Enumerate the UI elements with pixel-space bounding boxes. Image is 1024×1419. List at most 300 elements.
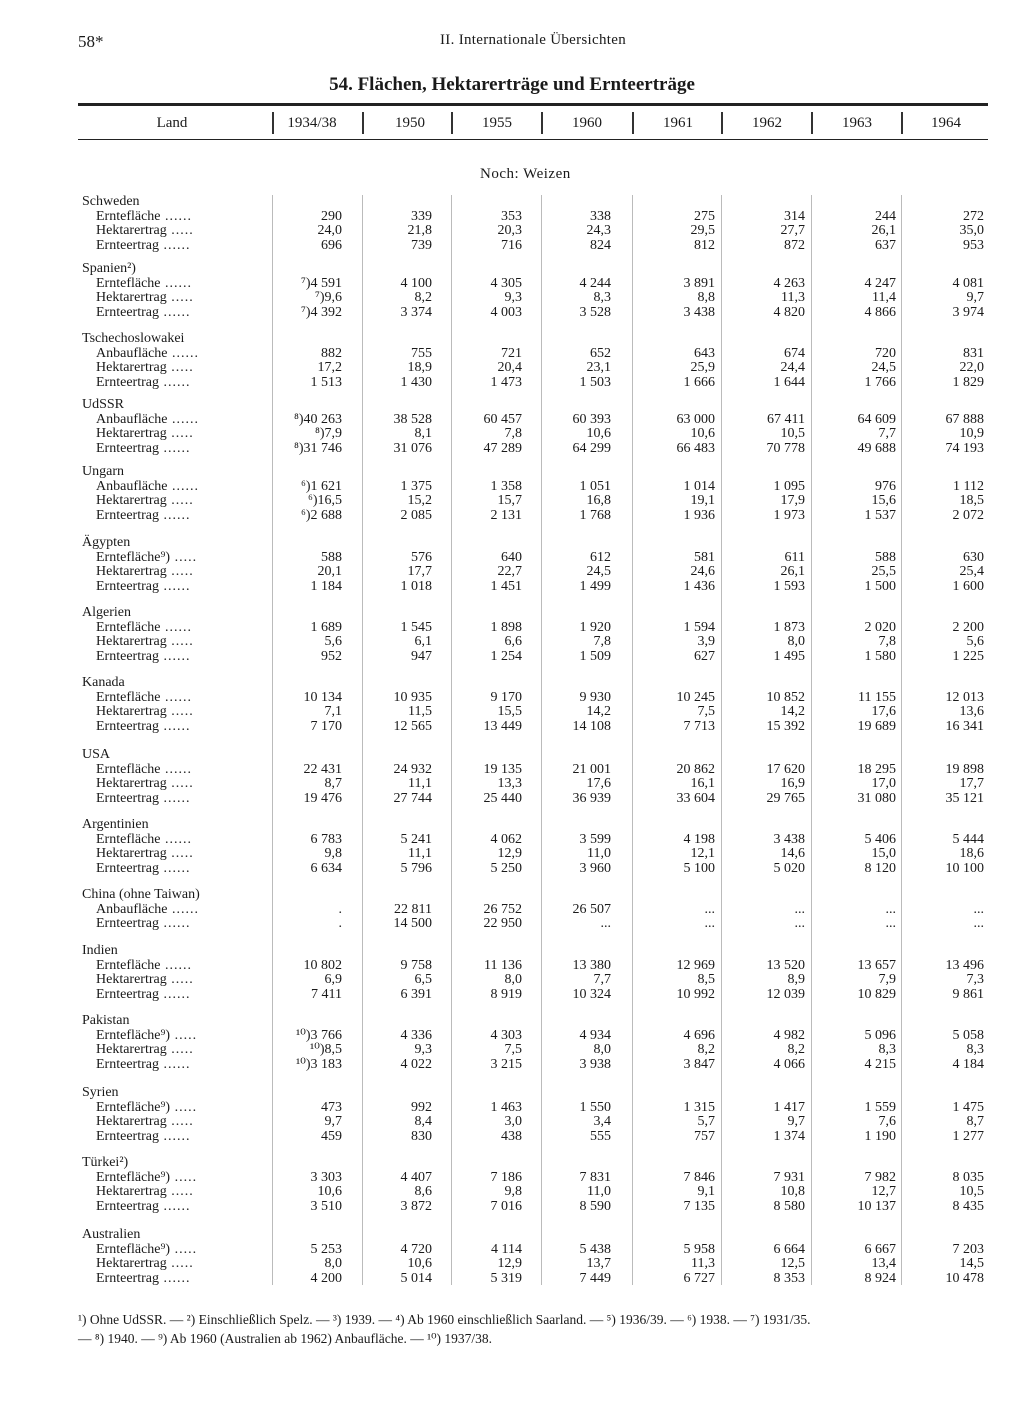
table-cell: 7 831 xyxy=(579,1169,611,1185)
leader-dots: ...... xyxy=(158,237,191,253)
table-cell: 1 190 xyxy=(864,1128,896,1144)
table-cell: 24,0 xyxy=(317,223,342,239)
table-cell: ... xyxy=(794,916,805,932)
row-label xyxy=(96,1130,190,1144)
table-cell: 10,5 xyxy=(780,426,805,442)
row-label-text: Hektarertrag xyxy=(96,1042,167,1058)
row-label xyxy=(96,1101,197,1115)
table-cell: 14 108 xyxy=(572,718,611,734)
row-label xyxy=(96,210,192,224)
row-label-text: Ernteertrag xyxy=(96,304,159,320)
body-column-separator xyxy=(901,195,902,1285)
row-label-text: Ernteertrag xyxy=(96,790,159,806)
table-cell: 812 xyxy=(694,237,715,253)
leader-dots: ..... xyxy=(170,1169,198,1185)
row-label xyxy=(96,509,190,523)
table-cell: 275 xyxy=(694,208,715,224)
table-cell: 7 713 xyxy=(683,718,715,734)
row-label-text: Erntefläche xyxy=(96,619,161,635)
table-cell: 24,5 xyxy=(871,360,896,376)
table-cell: 1 768 xyxy=(579,507,611,523)
table-cell: 4 198 xyxy=(683,831,715,847)
table-cell: 8,8 xyxy=(697,290,715,306)
table-cell: 4 263 xyxy=(773,275,805,291)
table-cell: 4 100 xyxy=(400,275,432,291)
table-cell: 11,0 xyxy=(587,1184,611,1200)
row-label-text: Ernteertrag xyxy=(96,916,159,932)
header-column-separator xyxy=(901,112,903,134)
table-cell: 4 022 xyxy=(400,1056,432,1072)
table-cell: 14,6 xyxy=(780,846,805,862)
table-cell: 627 xyxy=(694,648,715,664)
table-cell: 17,7 xyxy=(959,776,984,792)
row-label xyxy=(96,720,190,734)
row-label-text: Anbaufläche xyxy=(96,901,168,917)
row-label-text: Ernteertrag xyxy=(96,1056,159,1072)
table-cell: 830 xyxy=(411,1128,432,1144)
table-cell: 25,5 xyxy=(871,564,896,580)
leader-dots: ...... xyxy=(158,507,191,523)
row-label xyxy=(96,847,194,861)
table-cell: 338 xyxy=(590,208,611,224)
table-cell: 1 600 xyxy=(952,578,984,594)
table-cell: 1 277 xyxy=(952,1128,984,1144)
body-column-separator xyxy=(721,195,722,1285)
column-header-year: 1950 xyxy=(395,115,425,131)
table-cell: ... xyxy=(704,916,715,932)
table-cell: 637 xyxy=(875,237,896,253)
row-label-text: Ernteertrag xyxy=(96,507,159,523)
country-name: Argentinien xyxy=(82,817,149,832)
leader-dots: ...... xyxy=(158,1056,191,1072)
table-cell: 17,6 xyxy=(586,776,611,792)
leader-dots: ...... xyxy=(167,345,200,361)
table-cell: 3 960 xyxy=(579,860,611,876)
table-cell: 1 095 xyxy=(773,478,805,494)
table-cell: 14,2 xyxy=(586,704,611,720)
country-name: China (ohne Taiwan) xyxy=(82,887,200,902)
table-cell: 7,8 xyxy=(593,634,611,650)
leader-dots: ..... xyxy=(166,1256,194,1272)
row-label xyxy=(96,413,199,427)
table-cell: 15,7 xyxy=(497,493,522,509)
table-cell: ⁷)4 392 xyxy=(300,304,342,320)
table-cell: 831 xyxy=(963,345,984,361)
table-cell: 18,9 xyxy=(407,360,432,376)
table-cell: 3 847 xyxy=(683,1056,715,1072)
table-cell: ⁷)4 591 xyxy=(300,275,342,291)
table-cell: 9,7 xyxy=(324,1114,342,1130)
header-column-separator xyxy=(272,112,274,134)
table-cell: 5 438 xyxy=(579,1241,611,1257)
table-cell: 22 431 xyxy=(303,761,342,777)
row-label xyxy=(96,494,194,508)
table-cell: 4 303 xyxy=(490,1027,522,1043)
table-cell: 8,0 xyxy=(593,1042,611,1058)
table-cell: 7 170 xyxy=(310,718,342,734)
table-cell: 23,1 xyxy=(586,360,611,376)
row-label xyxy=(96,705,194,719)
table-cell: 8,7 xyxy=(966,1114,984,1130)
table-cell: 1 051 xyxy=(579,478,611,494)
table-cell: 1 430 xyxy=(400,374,432,390)
table-cell: 1 499 xyxy=(579,578,611,594)
row-label-text: Erntefläche⁹) xyxy=(96,1169,171,1185)
table-cell: 244 xyxy=(875,208,896,224)
table-cell: 7,6 xyxy=(878,1114,896,1130)
table-cell: 15,6 xyxy=(871,493,896,509)
leader-dots: ...... xyxy=(158,648,191,664)
table-cell: 630 xyxy=(963,549,984,565)
row-label-text: Ernteertrag xyxy=(96,1128,159,1144)
row-label-text: Erntefläche⁹) xyxy=(96,549,171,565)
table-cell: 5 406 xyxy=(864,831,896,847)
row-label-text: Anbaufläche xyxy=(96,345,168,361)
table-cell: 16 341 xyxy=(945,718,984,734)
table-cell: 824 xyxy=(590,237,611,253)
row-label-text: Hektarertrag xyxy=(96,846,167,862)
table-cell: 10,6 xyxy=(690,426,715,442)
table-cell: 27 744 xyxy=(393,790,432,806)
table-cell: 1 666 xyxy=(683,374,715,390)
table-cell: 8 924 xyxy=(864,1270,896,1286)
table-cell: 17,9 xyxy=(780,493,805,509)
table-cell: 5,6 xyxy=(324,634,342,650)
table-cell: 473 xyxy=(321,1099,342,1115)
row-label xyxy=(96,862,190,876)
country-name: Pakistan xyxy=(82,1013,130,1028)
row-label-text: Ernteertrag xyxy=(96,860,159,876)
table-cell: 11,4 xyxy=(872,290,896,306)
leader-dots: ...... xyxy=(167,411,200,427)
table-cell: 13 657 xyxy=(857,957,896,973)
leader-dots: ...... xyxy=(158,718,191,734)
table-cell: 5,7 xyxy=(697,1114,715,1130)
table-cell: 7,5 xyxy=(697,704,715,720)
table-cell: 10,8 xyxy=(780,1184,805,1200)
row-label xyxy=(96,792,190,806)
table-cell: 17,2 xyxy=(317,360,342,376)
table-cell: 4 114 xyxy=(491,1241,522,1257)
table-cell: 10 829 xyxy=(857,986,896,1002)
table-cell: 1 315 xyxy=(683,1099,715,1115)
table-cell: 3 974 xyxy=(952,304,984,320)
table-cell: 9,1 xyxy=(697,1184,715,1200)
table-cell: 66 483 xyxy=(676,440,715,456)
row-label xyxy=(96,551,197,565)
table-cell: 12,9 xyxy=(497,1256,522,1272)
table-cell: 5 014 xyxy=(400,1270,432,1286)
table-cell: 9 170 xyxy=(490,689,522,705)
leader-dots: ...... xyxy=(158,374,191,390)
leader-dots: ...... xyxy=(158,860,191,876)
column-header-year: 1962 xyxy=(752,115,782,131)
table-cell: 7,5 xyxy=(504,1042,522,1058)
table-cell: 4 244 xyxy=(579,275,611,291)
table-cell: 1 973 xyxy=(773,507,805,523)
table-cell: 3,4 xyxy=(593,1114,611,1130)
row-label xyxy=(96,1257,194,1271)
table-cell: 2 085 xyxy=(400,507,432,523)
table-cell: 7 411 xyxy=(311,986,342,1002)
leader-dots: ...... xyxy=(158,986,191,1002)
table-cell: 272 xyxy=(963,208,984,224)
table-cell: 11 136 xyxy=(484,957,522,973)
table-cell: 36 939 xyxy=(572,790,611,806)
table-cell: 74 193 xyxy=(945,440,984,456)
table-cell: 4 215 xyxy=(864,1056,896,1072)
table-cell: 4 934 xyxy=(579,1027,611,1043)
row-label-text: Erntefläche xyxy=(96,689,161,705)
table-cell: 9 758 xyxy=(400,957,432,973)
table-cell: 992 xyxy=(411,1099,432,1115)
table-cell: 8,9 xyxy=(787,972,805,988)
leader-dots: ..... xyxy=(166,1114,194,1130)
table-cell: 21 001 xyxy=(572,761,611,777)
row-label xyxy=(96,224,194,238)
table-cell: 1 873 xyxy=(773,619,805,635)
table-cell: 4 866 xyxy=(864,304,896,320)
table-cell: 22 950 xyxy=(483,916,522,932)
table-cell: 21,8 xyxy=(407,223,432,239)
row-label-text: Erntefläche⁹) xyxy=(96,1241,171,1257)
table-cell: ⁶)1 621 xyxy=(300,478,342,494)
leader-dots: ..... xyxy=(166,290,194,306)
table-cell: 20,1 xyxy=(317,564,342,580)
leader-dots: ...... xyxy=(167,901,200,917)
table-cell: ⁸)31 746 xyxy=(293,440,342,456)
table-cell: 13 496 xyxy=(945,957,984,973)
table-cell: 1 936 xyxy=(683,507,715,523)
table-cell: 29 765 xyxy=(766,790,805,806)
table-cell: 6,6 xyxy=(504,634,522,650)
table-cell: 7,7 xyxy=(878,426,896,442)
table-cell: 1 898 xyxy=(490,619,522,635)
table-cell: 9 861 xyxy=(952,986,984,1002)
table-cell: 7 186 xyxy=(490,1169,522,1185)
table-cell: 739 xyxy=(411,237,432,253)
table-cell: 63 000 xyxy=(676,411,715,427)
table-cell: 8 120 xyxy=(864,860,896,876)
row-label xyxy=(96,1058,190,1072)
table-cell: ¹⁰)3 766 xyxy=(296,1027,342,1043)
table-cell: 1 014 xyxy=(683,478,715,494)
table-cell: 15,2 xyxy=(407,493,432,509)
table-cell: 14,5 xyxy=(959,1256,984,1272)
row-label xyxy=(96,376,190,390)
table-cell: 4 696 xyxy=(683,1027,715,1043)
table-cell: 64 609 xyxy=(857,411,896,427)
table-cell: 15,5 xyxy=(497,704,522,720)
table-cell: 953 xyxy=(963,237,984,253)
table-cell: 2 020 xyxy=(864,619,896,635)
table-cell: 6 634 xyxy=(310,860,342,876)
table-cell: 1 018 xyxy=(400,578,432,594)
table-cell: 4 066 xyxy=(773,1056,805,1072)
table-cell: 7,8 xyxy=(878,634,896,650)
table-cell: 9,8 xyxy=(504,1184,522,1200)
table-cell: 19 898 xyxy=(945,761,984,777)
row-label-text: Ernteertrag xyxy=(96,1270,159,1286)
table-cell: 1 766 xyxy=(864,374,896,390)
table-cell: 716 xyxy=(501,237,522,253)
leader-dots: ..... xyxy=(170,1099,198,1115)
table-cell: 1 545 xyxy=(400,619,432,635)
table-cell: 26 752 xyxy=(483,901,522,917)
table-cell: 1 829 xyxy=(952,374,984,390)
table-cell: 5 796 xyxy=(400,860,432,876)
table-cell: 25,4 xyxy=(959,564,984,580)
table-cell: 14,2 xyxy=(780,704,805,720)
row-label xyxy=(96,777,194,791)
table-cell: 8,0 xyxy=(504,972,522,988)
table-cell: 13,3 xyxy=(497,776,522,792)
row-label-text: Ernteertrag xyxy=(96,578,159,594)
table-cell: 8,2 xyxy=(787,1042,805,1058)
table-cell: 12 565 xyxy=(393,718,432,734)
table-cell: 5 250 xyxy=(490,860,522,876)
table-cell: ... xyxy=(973,916,984,932)
table-cell: 12,9 xyxy=(497,846,522,862)
table-cell: 2 072 xyxy=(952,507,984,523)
table-cell: 652 xyxy=(590,345,611,361)
row-label-text: Erntefläche xyxy=(96,761,161,777)
table-cell: 1 580 xyxy=(864,648,896,664)
table-cell: 11,1 xyxy=(408,776,432,792)
row-label-text: Hektarertrag xyxy=(96,704,167,720)
table-cell: 1 451 xyxy=(490,578,522,594)
leader-dots: ..... xyxy=(166,564,194,580)
row-label xyxy=(96,1043,194,1057)
table-cell: 1 112 xyxy=(953,478,984,494)
row-label-text: Ernteertrag xyxy=(96,718,159,734)
row-label xyxy=(96,1185,194,1199)
header-column-separator xyxy=(451,112,453,134)
leader-dots: ..... xyxy=(166,426,194,442)
footnotes xyxy=(78,1310,1008,1348)
table-cell: 11,3 xyxy=(781,290,805,306)
column-header-year: 1934/38 xyxy=(287,115,337,131)
table-cell: 22 811 xyxy=(394,901,432,917)
table-cell: 26 507 xyxy=(572,901,611,917)
country-name: Türkei²) xyxy=(82,1155,129,1170)
row-label-text: Hektarertrag xyxy=(96,1184,167,1200)
table-cell: 7 931 xyxy=(773,1169,805,1185)
leader-dots: ..... xyxy=(166,1184,194,1200)
row-label xyxy=(96,635,194,649)
table-cell: 353 xyxy=(501,208,522,224)
row-label xyxy=(96,480,199,494)
row-label xyxy=(96,1200,190,1214)
table-cell: 16,9 xyxy=(780,776,805,792)
leader-dots: ..... xyxy=(166,846,194,862)
table-cell: 10 134 xyxy=(303,689,342,705)
table-cell: 4 820 xyxy=(773,304,805,320)
table-cell: 12,7 xyxy=(871,1184,896,1200)
table-cell: 640 xyxy=(501,549,522,565)
row-label xyxy=(96,833,192,847)
row-label xyxy=(96,306,190,320)
table-cell: 4 982 xyxy=(773,1027,805,1043)
table-cell: 22,0 xyxy=(959,360,984,376)
table-cell: 720 xyxy=(875,345,896,361)
table-cell: 29,5 xyxy=(690,223,715,239)
table-cell: 12 013 xyxy=(945,689,984,705)
row-label-text: Erntefläche xyxy=(96,831,161,847)
table-cell: 12,5 xyxy=(780,1256,805,1272)
table-cell: 13,6 xyxy=(959,704,984,720)
table-cell: 5 958 xyxy=(683,1241,715,1257)
row-label xyxy=(96,427,194,441)
leader-dots: ..... xyxy=(170,1027,198,1043)
table-cell: 22,7 xyxy=(497,564,522,580)
row-label xyxy=(96,1171,197,1185)
table-cell: 9 930 xyxy=(579,689,611,705)
table-cell: 8,4 xyxy=(414,1114,432,1130)
table-cell: 12 969 xyxy=(676,957,715,973)
table-cell: 20 862 xyxy=(676,761,715,777)
table-cell: 18,5 xyxy=(959,493,984,509)
row-label-text: Ernteertrag xyxy=(96,648,159,664)
row-label xyxy=(96,361,194,375)
table-cell: 24,4 xyxy=(780,360,805,376)
country-name: UdSSR xyxy=(82,397,125,412)
country-name: USA xyxy=(82,747,111,762)
table-cell: 5 100 xyxy=(683,860,715,876)
table-cell: 27,7 xyxy=(780,223,805,239)
table-cell: 1 417 xyxy=(773,1099,805,1115)
row-label-text: Hektarertrag xyxy=(96,1114,167,1130)
table-cell: 555 xyxy=(590,1128,611,1144)
leader-dots: ...... xyxy=(160,831,193,847)
column-header-year: 1963 xyxy=(842,115,872,131)
row-label-text: Erntefläche xyxy=(96,275,161,291)
table-cell: 9,7 xyxy=(787,1114,805,1130)
table-cell: 7 135 xyxy=(683,1198,715,1214)
table-cell: 4 062 xyxy=(490,831,522,847)
leader-dots: ...... xyxy=(160,689,193,705)
row-label-text: Ernteertrag xyxy=(96,1198,159,1214)
row-label-text: Anbaufläche xyxy=(96,411,168,427)
table-cell: 6 667 xyxy=(864,1241,896,1257)
page-number: 58* xyxy=(78,32,104,51)
table-cell: 8,6 xyxy=(414,1184,432,1200)
table-cell: 8,7 xyxy=(324,776,342,792)
table-cell: 1 644 xyxy=(773,374,805,390)
table-cell: 872 xyxy=(784,237,805,253)
table-cell: 1 374 xyxy=(773,1128,805,1144)
leader-dots: ...... xyxy=(158,916,191,932)
country-name: Syrien xyxy=(82,1085,119,1100)
table-cell: 8,0 xyxy=(324,1256,342,1272)
table-cell: 18 295 xyxy=(857,761,896,777)
column-header-year: 1961 xyxy=(663,115,693,131)
table-cell: 438 xyxy=(501,1128,522,1144)
table-cell: 26,1 xyxy=(871,223,896,239)
table-cell: 9,3 xyxy=(504,290,522,306)
table-cell: 3 891 xyxy=(683,275,715,291)
table-cell: 8 435 xyxy=(952,1198,984,1214)
table-cell: 8 353 xyxy=(773,1270,805,1286)
table-cell: 19 135 xyxy=(483,761,522,777)
table-cell: 11,5 xyxy=(408,704,432,720)
table-cell: 4 200 xyxy=(310,1270,342,1286)
table-cell: 10 852 xyxy=(766,689,805,705)
table-title: 54. Flächen, Hektarerträge und Ernteerträge xyxy=(329,74,695,95)
table-cell: 11,1 xyxy=(408,846,432,862)
table-cell: 13 449 xyxy=(483,718,522,734)
table-cell: 60 393 xyxy=(572,411,611,427)
